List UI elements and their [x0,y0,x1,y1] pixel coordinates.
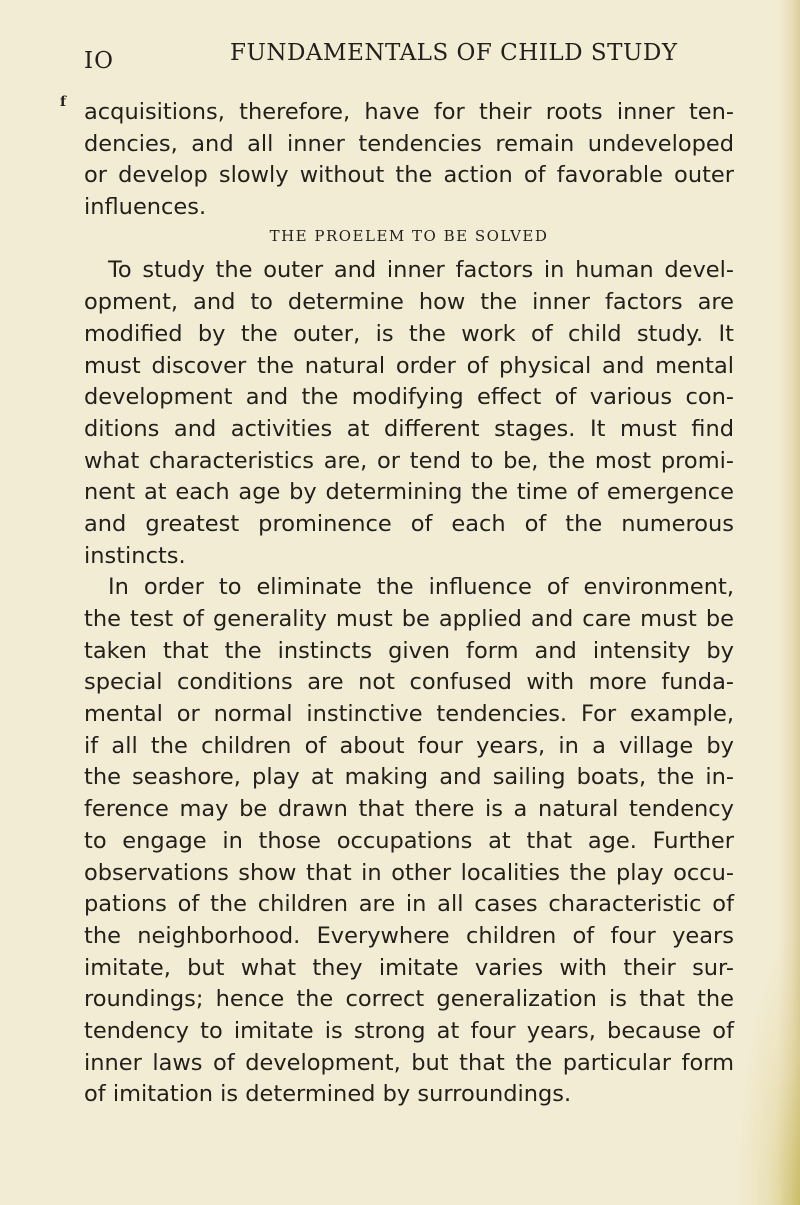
text-line: of imitation is determined by surroundings. [84,1081,572,1108]
page-header [84,36,744,76]
section-heading: THE PROELEM TO BE SOLVED [269,226,549,245]
text-line: tendency to imitate is strong at four years, because of [84,1017,734,1044]
paragraph-1 [84,97,734,224]
text-line: modified by the outer, is the work of child study. It [84,320,734,347]
text-line: mental or normal instinctive tendencies. For example, [84,701,734,728]
text-line: ditions and activities at different stages. It must find [84,415,734,442]
text-line: In order to eliminate the influence of environment, [108,574,734,601]
text-line: influences. [84,194,207,221]
text-line: roundings; hence the correct generalization is that the [84,986,734,1013]
text-line: development and the modifying effect of various con- [84,384,734,411]
text-line: acquisitions, therefore, have for their roots inner ten- [84,99,734,125]
text-line: pations of the children are in all cases characteristic of [84,891,734,918]
text-line: the seashore, play at making and sailing boats, the in- [84,764,734,791]
text-line: the test of generality must be applied and care must be [84,606,734,632]
paragraph-3 [84,572,734,1111]
text-line: taken that the instincts given form and intensity by [84,637,734,664]
text-line: instincts. [84,542,186,569]
body-text [84,97,734,1111]
text-line: must discover the natural order of physical and mental [84,352,734,379]
text-line: special conditions are not confused with more funda- [84,669,734,696]
text-line: dencies, and all inner tendencies remain undeveloped [84,130,734,157]
text-line: observations show that in other localities the play occu- [84,859,734,886]
text-line: what characteristics are, or tend to be, the most promi- [84,447,734,474]
text-line: ference may be drawn that there is a natural tendency [84,796,734,823]
text-line: or develop slowly without the action of favorable outer [84,162,734,189]
text-line: opment, and to determine how the inner factors are [84,289,734,316]
text-line: To study the outer and inner factors in human devel- [108,257,734,284]
text-line: if all the children of about four years, in a village by [84,732,734,759]
text-line: nent at each age by determining the time of emergence [84,479,734,506]
stray-mark: f [60,94,67,110]
text-line: to engage in those occupations at that age. Further [84,827,734,854]
paragraph-2 [84,255,734,572]
text-line: inner laws of development, but that the particular form [84,1049,734,1076]
page-number: IO [84,48,114,74]
text-line: and greatest prominence of each of the numerous [84,510,734,537]
text-line: the neighborhood. Everywhere children of four years [84,922,734,949]
running-head: FUNDAMENTALS OF CHILD STUDY [230,40,678,66]
text-line: imitate, but what they imitate varies with their sur- [84,954,734,981]
page-edge-stain [740,945,800,1205]
